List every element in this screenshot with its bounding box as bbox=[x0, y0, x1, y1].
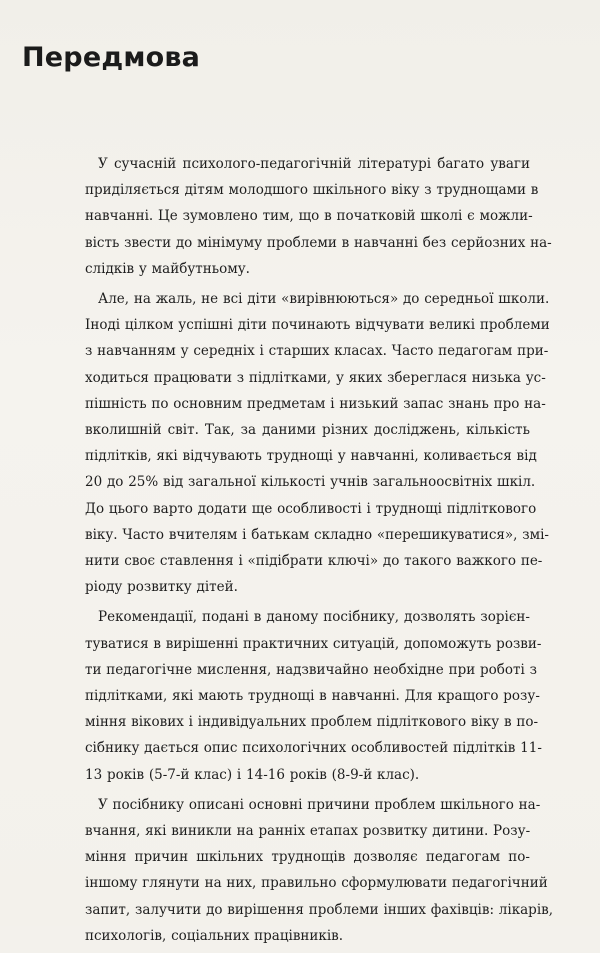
text-line: Рекомендації, подані в даному посібнику, дозволять зорієн- bbox=[98, 609, 530, 626]
text-line: психологів, соціальних працівників. bbox=[85, 927, 344, 944]
text-line: міння вікових і індивідуальних проблем підліткового віку в по- bbox=[85, 714, 539, 731]
paragraph-2 bbox=[85, 286, 550, 600]
text-line: 20 до 25% від загальної кількості учнів загальноосвітніх шкіл. bbox=[85, 474, 536, 491]
text-line: приділяється дітям молодшого шкільного віку з труднощами в bbox=[85, 182, 539, 199]
text-line: нити своє ставлення і «підібрати ключі» до такого важкого пе- bbox=[85, 553, 543, 570]
text-line: слідків у майбутньому. bbox=[85, 260, 250, 277]
text-line: вколишній світ. Так, за даними різних досліджень, кількість bbox=[85, 422, 530, 439]
paragraph-3 bbox=[85, 604, 542, 787]
page-title: Передмова bbox=[22, 42, 201, 73]
text-line: навчанні. Це зумовлено тим, що в початковій школі є можли- bbox=[85, 208, 533, 225]
text-line: туватися в вирішенні практичних ситуацій, допоможуть розви- bbox=[85, 635, 542, 652]
text-line: 13 років (5-7-й клас) і 14-16 років (8-9-й клас). bbox=[85, 766, 420, 783]
text-line: іншому глянути на них, правильно сформулювати педагогічний bbox=[85, 875, 548, 892]
text-line: вість звести до мінімуму проблеми в навчанні без серйозних на- bbox=[85, 234, 552, 251]
text-line: До цього варто додати ще особливості і труднощі підліткового bbox=[85, 500, 537, 517]
text-line: ходиться працювати з підлітками, у яких збереглася низька ус- bbox=[85, 369, 546, 386]
text-body bbox=[85, 151, 554, 953]
text-line: міння причин шкільних труднощів дозволяє педагогам по- bbox=[85, 849, 530, 866]
text-line: пішність по основним предметам і низький запас знань про на- bbox=[85, 395, 546, 412]
text-line: Іноді цілком успішні діти починають відчувати великі проблеми bbox=[85, 317, 550, 334]
text-line: вчання, які виникли на ранніх етапах розвитку дитини. Розу- bbox=[85, 823, 531, 840]
text-line: запит, залучити до вирішення проблеми інших фахівців: лікарів, bbox=[85, 901, 554, 918]
paragraph-1 bbox=[85, 151, 552, 282]
text-line: ти педагогічне мислення, надзвичайно необхідне при роботі з bbox=[85, 661, 537, 678]
text-line: У посібнику описані основні причини проблем шкільного на- bbox=[98, 796, 541, 813]
text-line: У сучасній психолого-педагогічній літературі багато уваги bbox=[98, 156, 530, 172]
text-line: віку. Часто вчителям і батькам складно «перешикуватися», змі- bbox=[85, 526, 549, 543]
text-line: з навчанням у середніх і старших класах. Часто педагогам при- bbox=[85, 343, 549, 360]
text-line: підлітками, які мають труднощі в навчанні. Для кращого розу- bbox=[85, 688, 540, 705]
text-line: Але, на жаль, не всі діти «вирівнюються» до середньої школи. bbox=[98, 291, 550, 308]
text-line: сібнику дається опис психологічних особливостей підлітків 11- bbox=[85, 740, 542, 757]
text-line: підлітків, які відчувають труднощі у навчанні, коливається від bbox=[85, 448, 537, 465]
text-line: ріоду розвитку дітей. bbox=[85, 579, 238, 596]
